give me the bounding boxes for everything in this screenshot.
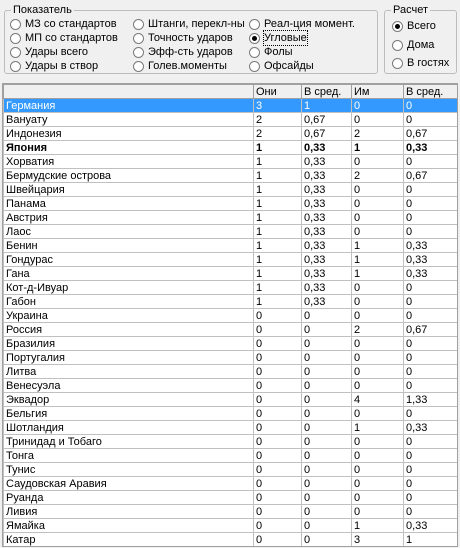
them-avg-cell: 0 (404, 281, 458, 295)
radio-button-icon[interactable] (392, 58, 403, 69)
team-name-cell: Россия (4, 323, 254, 337)
them-count-cell: 1 (352, 267, 404, 281)
they-avg-cell: 0 (302, 477, 352, 491)
team-name-cell: Бермудские острова (4, 169, 254, 183)
column-header-they[interactable]: Они (254, 85, 302, 99)
table-row[interactable] (4, 421, 458, 435)
indicator-option-mp-standards[interactable]: МП со стандартов (10, 31, 118, 45)
they-count-cell: 0 (254, 323, 302, 337)
team-name-cell: Кот-д-Ивуар (4, 281, 254, 295)
they-count-cell: 1 (254, 169, 302, 183)
them-avg-cell: 0 (404, 505, 458, 519)
them-count-cell: 0 (352, 211, 404, 225)
they-avg-cell: 0 (302, 533, 352, 547)
they-avg-cell: 0,33 (302, 281, 352, 295)
table-row[interactable] (4, 435, 458, 449)
they-avg-cell: 0 (302, 519, 352, 533)
they-count-cell: 0 (254, 379, 302, 393)
them-avg-cell: 0,67 (404, 323, 458, 337)
they-count-cell: 2 (254, 127, 302, 141)
table-row[interactable] (4, 337, 458, 351)
they-avg-cell: 0 (302, 421, 352, 435)
them-avg-cell: 0 (404, 295, 458, 309)
team-name-cell: Венесуэла (4, 379, 254, 393)
team-name-cell: Гана (4, 267, 254, 281)
team-name-cell: Лаос (4, 225, 254, 239)
them-avg-cell: 0 (404, 113, 458, 127)
stats-table (3, 84, 458, 547)
them-count-cell: 0 (352, 407, 404, 421)
them-avg-cell: 0 (404, 183, 458, 197)
table-row[interactable] (4, 253, 458, 267)
they-avg-cell: 0,33 (302, 211, 352, 225)
they-avg-cell: 0 (302, 323, 352, 337)
they-count-cell: 1 (254, 239, 302, 253)
team-name-cell: Бразилия (4, 337, 254, 351)
table-row[interactable] (4, 155, 458, 169)
them-count-cell: 0 (352, 309, 404, 323)
they-avg-cell: 0,33 (302, 197, 352, 211)
them-avg-cell: 0 (404, 491, 458, 505)
them-count-cell: 0 (352, 351, 404, 365)
they-count-cell: 1 (254, 295, 302, 309)
table-row[interactable] (4, 295, 458, 309)
them-avg-cell: 0 (404, 155, 458, 169)
team-name-cell: Япония (4, 141, 254, 155)
indicator-option-fouls[interactable]: Фолы (249, 45, 293, 59)
they-count-cell: 1 (254, 211, 302, 225)
they-avg-cell: 0 (302, 449, 352, 463)
them-count-cell: 0 (352, 435, 404, 449)
they-count-cell: 0 (254, 519, 302, 533)
them-avg-cell: 0,33 (404, 267, 458, 281)
them-avg-cell: 0,67 (404, 169, 458, 183)
team-name-cell: Хорватия (4, 155, 254, 169)
table-row[interactable] (4, 379, 458, 393)
they-avg-cell: 0,67 (302, 113, 352, 127)
table-row[interactable] (4, 211, 458, 225)
them-avg-cell: 0 (404, 351, 458, 365)
indicator-option-offsides[interactable]: Офсайды (249, 59, 314, 73)
indicator-option-mz-standards[interactable]: МЗ со стандартов (10, 17, 117, 31)
indicator-option-shot-accuracy[interactable]: Точность ударов (133, 31, 233, 45)
them-avg-cell: 0 (404, 337, 458, 351)
they-avg-cell: 0 (302, 491, 352, 505)
table-row[interactable] (4, 505, 458, 519)
them-count-cell: 2 (352, 127, 404, 141)
them-avg-cell: 0 (404, 407, 458, 421)
indicator-option-shots-total[interactable]: Удары всего (10, 45, 88, 59)
them-count-cell: 0 (352, 113, 404, 127)
radio-button-icon[interactable] (133, 19, 144, 30)
table-row[interactable] (4, 323, 458, 337)
they-count-cell: 3 (254, 99, 302, 113)
they-count-cell: 1 (254, 253, 302, 267)
they-avg-cell: 1 (302, 99, 352, 113)
them-avg-cell: 0,33 (404, 141, 458, 155)
team-name-cell: Германия (4, 99, 254, 113)
team-name-cell: Тринидад и Тобаго (4, 435, 254, 449)
table-row[interactable] (4, 127, 458, 141)
them-count-cell: 0 (352, 197, 404, 211)
calculation-option-away[interactable]: В гостях (392, 56, 449, 70)
them-count-cell: 4 (352, 393, 404, 407)
team-name-cell: Португалия (4, 351, 254, 365)
team-name-cell: Шотландия (4, 421, 254, 435)
them-count-cell: 1 (352, 239, 404, 253)
them-avg-cell: 0 (404, 379, 458, 393)
radio-button-icon[interactable] (249, 47, 260, 58)
table-row[interactable] (4, 197, 458, 211)
they-count-cell: 1 (254, 267, 302, 281)
table-row[interactable] (4, 267, 458, 281)
they-avg-cell: 0,33 (302, 169, 352, 183)
radio-button-icon[interactable] (133, 33, 144, 44)
them-avg-cell: 1 (404, 533, 458, 547)
table-row[interactable] (4, 169, 458, 183)
they-avg-cell: 0,33 (302, 295, 352, 309)
them-avg-cell: 0 (404, 365, 458, 379)
indicator-option-goal-chances[interactable]: Голев.моменты (133, 59, 227, 73)
they-count-cell: 0 (254, 477, 302, 491)
team-name-cell: Вануату (4, 113, 254, 127)
they-count-cell: 1 (254, 281, 302, 295)
table-row[interactable] (4, 239, 458, 253)
column-header-them-avg[interactable]: В сред. (404, 85, 458, 99)
them-avg-cell: 0 (404, 197, 458, 211)
them-count-cell: 0 (352, 365, 404, 379)
they-avg-cell: 0 (302, 309, 352, 323)
indicator-option-shot-efficiency[interactable]: Эфф-сть ударов (133, 45, 233, 59)
they-count-cell: 1 (254, 225, 302, 239)
team-name-cell: Панама (4, 197, 254, 211)
radio-button-icon[interactable] (10, 47, 21, 58)
them-count-cell: 1 (352, 141, 404, 155)
them-count-cell: 0 (352, 295, 404, 309)
team-name-cell: Руанда (4, 491, 254, 505)
them-avg-cell: 1,33 (404, 393, 458, 407)
they-avg-cell: 0,67 (302, 127, 352, 141)
they-avg-cell: 0 (302, 435, 352, 449)
column-header-they-avg[interactable]: В сред. (302, 85, 352, 99)
them-avg-cell: 0 (404, 211, 458, 225)
team-name-cell: Бенин (4, 239, 254, 253)
indicator-group-title: Показатель (13, 4, 72, 16)
they-avg-cell: 0 (302, 393, 352, 407)
them-count-cell: 0 (352, 225, 404, 239)
table-row[interactable] (4, 113, 458, 127)
team-name-cell: Украина (4, 309, 254, 323)
they-count-cell: 0 (254, 435, 302, 449)
they-avg-cell: 0 (302, 351, 352, 365)
they-count-cell: 0 (254, 407, 302, 421)
they-avg-cell: 0,33 (302, 155, 352, 169)
team-name-cell: Катар (4, 533, 254, 547)
they-avg-cell: 0,33 (302, 267, 352, 281)
they-count-cell: 0 (254, 421, 302, 435)
table-row[interactable] (4, 533, 458, 547)
them-count-cell: 2 (352, 323, 404, 337)
table-row[interactable] (4, 225, 458, 239)
team-name-cell: Австрия (4, 211, 254, 225)
team-name-cell: Тунис (4, 463, 254, 477)
team-name-cell: Тонга (4, 449, 254, 463)
indicator-option-woodwork[interactable]: Штанги, перекл-ны (133, 17, 245, 31)
calculation-option-home[interactable]: Дома (392, 38, 434, 52)
team-name-cell: Гондурас (4, 253, 254, 267)
indicator-option-chance-conversion[interactable]: Реал-ция момент. (249, 17, 355, 31)
they-avg-cell: 0 (302, 337, 352, 351)
they-avg-cell: 0 (302, 407, 352, 421)
they-avg-cell: 0,33 (302, 183, 352, 197)
them-count-cell: 1 (352, 519, 404, 533)
them-avg-cell: 0 (404, 225, 458, 239)
radio-button-icon[interactable] (10, 33, 21, 44)
them-count-cell: 0 (352, 183, 404, 197)
them-avg-cell: 0 (404, 99, 458, 113)
them-count-cell: 0 (352, 477, 404, 491)
them-count-cell: 0 (352, 505, 404, 519)
they-count-cell: 0 (254, 491, 302, 505)
table-row[interactable] (4, 407, 458, 421)
they-count-cell: 0 (254, 309, 302, 323)
table-row[interactable] (4, 519, 458, 533)
them-count-cell: 0 (352, 281, 404, 295)
they-count-cell: 1 (254, 155, 302, 169)
them-count-cell: 0 (352, 337, 404, 351)
table-row[interactable] (4, 309, 458, 323)
radio-button-icon[interactable] (133, 61, 144, 72)
they-avg-cell: 0 (302, 505, 352, 519)
team-name-cell: Ливия (4, 505, 254, 519)
them-count-cell: 0 (352, 155, 404, 169)
radio-button-icon[interactable] (10, 61, 21, 72)
they-count-cell: 0 (254, 533, 302, 547)
they-count-cell: 1 (254, 197, 302, 211)
team-name-cell: Швейцария (4, 183, 254, 197)
they-count-cell: 0 (254, 505, 302, 519)
them-avg-cell: 0 (404, 449, 458, 463)
table-row[interactable] (4, 491, 458, 505)
team-name-cell: Саудовская Аравия (4, 477, 254, 491)
radio-button-checked-icon[interactable] (392, 21, 403, 32)
them-avg-cell: 0,67 (404, 127, 458, 141)
table-row[interactable] (4, 183, 458, 197)
column-header-team[interactable] (4, 85, 254, 99)
them-count-cell: 3 (352, 533, 404, 547)
they-count-cell: 1 (254, 183, 302, 197)
they-avg-cell: 0,33 (302, 225, 352, 239)
they-count-cell: 2 (254, 113, 302, 127)
table-row[interactable] (4, 281, 458, 295)
team-name-cell: Бельгия (4, 407, 254, 421)
them-avg-cell: 0 (404, 309, 458, 323)
indicator-group (4, 4, 378, 74)
them-avg-cell: 0 (404, 463, 458, 477)
them-count-cell: 2 (352, 169, 404, 183)
them-count-cell: 0 (352, 449, 404, 463)
them-count-cell: 0 (352, 379, 404, 393)
they-count-cell: 0 (254, 337, 302, 351)
them-avg-cell: 0 (404, 477, 458, 491)
table-row[interactable] (4, 99, 458, 113)
column-header-them[interactable]: Им (352, 85, 404, 99)
they-count-cell: 0 (254, 393, 302, 407)
them-avg-cell: 0,33 (404, 519, 458, 533)
them-count-cell: 0 (352, 99, 404, 113)
they-avg-cell: 0 (302, 463, 352, 477)
table-row[interactable] (4, 141, 458, 155)
table-row[interactable] (4, 477, 458, 491)
table-header-row (4, 85, 458, 99)
radio-button-icon[interactable] (249, 61, 260, 72)
radio-button-icon[interactable] (133, 47, 144, 58)
indicator-option-corners[interactable]: Угловые (249, 31, 307, 45)
they-count-cell: 0 (254, 449, 302, 463)
they-avg-cell: 0 (302, 365, 352, 379)
team-name-cell: Индонезия (4, 127, 254, 141)
them-count-cell: 1 (352, 421, 404, 435)
radio-button-icon[interactable] (10, 19, 21, 30)
table-row[interactable] (4, 449, 458, 463)
table-row[interactable] (4, 463, 458, 477)
them-count-cell: 0 (352, 491, 404, 505)
team-name-cell: Ямайка (4, 519, 254, 533)
they-avg-cell: 0 (302, 379, 352, 393)
they-count-cell: 0 (254, 463, 302, 477)
team-name-cell: Эквадор (4, 393, 254, 407)
calculation-group-title: Расчет (393, 4, 428, 16)
team-name-cell: Габон (4, 295, 254, 309)
they-avg-cell: 0,33 (302, 253, 352, 267)
radio-button-icon[interactable] (392, 40, 403, 51)
radio-button-checked-icon[interactable] (249, 33, 260, 44)
them-avg-cell: 0,33 (404, 239, 458, 253)
calculation-group (384, 4, 457, 74)
team-name-cell: Литва (4, 365, 254, 379)
they-avg-cell: 0,33 (302, 141, 352, 155)
them-avg-cell: 0,33 (404, 253, 458, 267)
calculation-option-total[interactable]: Всего (392, 19, 436, 33)
they-count-cell: 1 (254, 141, 302, 155)
table-body (4, 99, 458, 547)
table-row[interactable] (4, 351, 458, 365)
radio-button-icon[interactable] (249, 19, 260, 30)
indicator-option-shots-on-target[interactable]: Удары в створ (10, 59, 98, 73)
they-avg-cell: 0,33 (302, 239, 352, 253)
them-avg-cell: 0 (404, 435, 458, 449)
them-avg-cell: 0,33 (404, 421, 458, 435)
them-count-cell: 1 (352, 253, 404, 267)
them-count-cell: 0 (352, 463, 404, 477)
stats-grid[interactable] (2, 83, 458, 547)
table-row[interactable] (4, 393, 458, 407)
table-row[interactable] (4, 365, 458, 379)
they-count-cell: 0 (254, 365, 302, 379)
they-count-cell: 0 (254, 351, 302, 365)
